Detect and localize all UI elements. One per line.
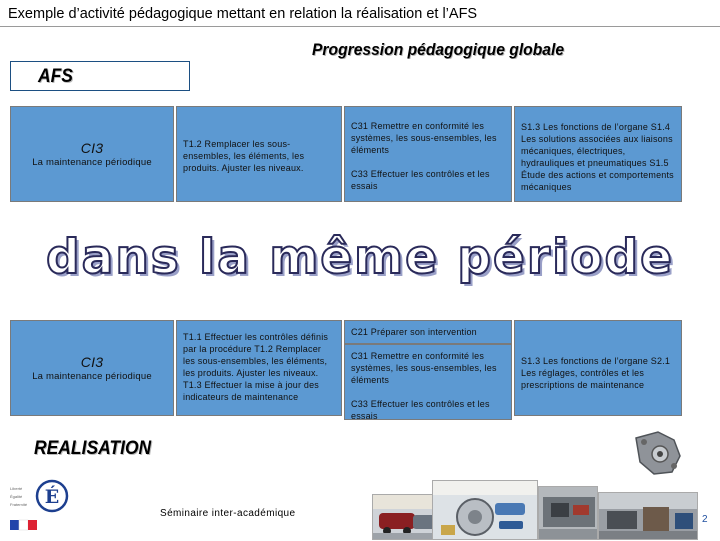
engine-bay-icon [539,487,598,540]
logo-letter: É [44,486,60,508]
bottom-competence-cell [10,320,174,416]
afs-box [10,61,190,91]
workshop-car-icon [373,495,440,540]
bottom-c21-text: C21 Préparer son intervention [351,327,477,337]
same-period-banner: dans la même période [45,230,675,285]
bottom-c33-text: C33 Effectuer les contrôles et les essais [351,399,490,421]
mechanical-part-image [630,428,686,478]
logo-line-1: Liberté [10,486,23,491]
workshop-photo-4 [598,492,698,540]
progression-heading: Progression pédagogique globale [312,40,565,59]
bottom-competence-code: CI3 [80,354,104,370]
steering-knuckle-icon [630,428,686,478]
workshop-photo-1 [372,494,440,540]
logo-line-3: Fraternité [10,502,28,507]
top-task-cell [176,106,342,202]
bottom-c21-cell [344,320,512,344]
top-savoirs-text: S1.3 Les fonctions de l’organe S1.4 Les solutions associées aux liaisons mécaniques, électriques, hydrauliques et pneumatiques S1.5 Étude des actions et comportements mécaniques [521,122,674,192]
bottom-competence-name: La maintenance périodique [32,371,152,382]
top-competence-code: CI3 [80,140,104,156]
workshop-photo-3 [538,486,598,540]
slide-title: Exemple d’activité pédagogique mettant en relation la réalisation et l’AFS [8,6,478,22]
title-divider [0,26,720,27]
afs-label: AFS [38,66,73,87]
bottom-savoirs-cell [514,320,682,416]
bottom-savoirs-text: S1.3 Les fonctions de l’organe S2.1 Les réglages, contrôles et les prescriptions de maintenance [521,356,671,390]
workshop-photo-2 [432,480,538,540]
realisation-label: REALISATION [34,438,152,459]
logo-line-2: Égalité [10,494,23,499]
marianne-logo-icon [8,478,70,536]
top-competencies-cell [344,106,512,202]
top-task-text: T1.2 Remplacer les sous-ensembles, les éléments, les produits. Ajuster les niveaux. [183,139,305,173]
bottom-competencies-cell [344,344,512,420]
bottom-task-text: T1.1 Effectuer les contrôles définis par la procédure T1.2 Remplacer les sous-ensembles, les éléments, les produits. Ajuster les niveaux. T1.3 Effectuer la mise à jour des indicateurs de maintenance [183,332,329,402]
top-competence-name: La maintenance périodique [32,157,152,168]
page-number: 2 [702,514,708,525]
top-c31-text: C31 Remettre en conformité les systèmes, les sous-ensembles, les éléments [351,121,497,155]
bottom-c31-text: C31 Remettre en conformité les systèmes, les sous-ensembles, les éléments [351,351,497,385]
brake-assembly-icon [433,481,538,540]
republique-logo [8,478,70,536]
top-savoirs-cell [514,106,682,202]
seminar-label: Séminaire inter-académique [160,508,296,519]
bottom-task-cell [176,320,342,416]
garage-floor-icon [599,493,698,540]
top-competence-cell [10,106,174,202]
top-c33-text: C33 Effectuer les contrôles et les essais [351,169,490,191]
